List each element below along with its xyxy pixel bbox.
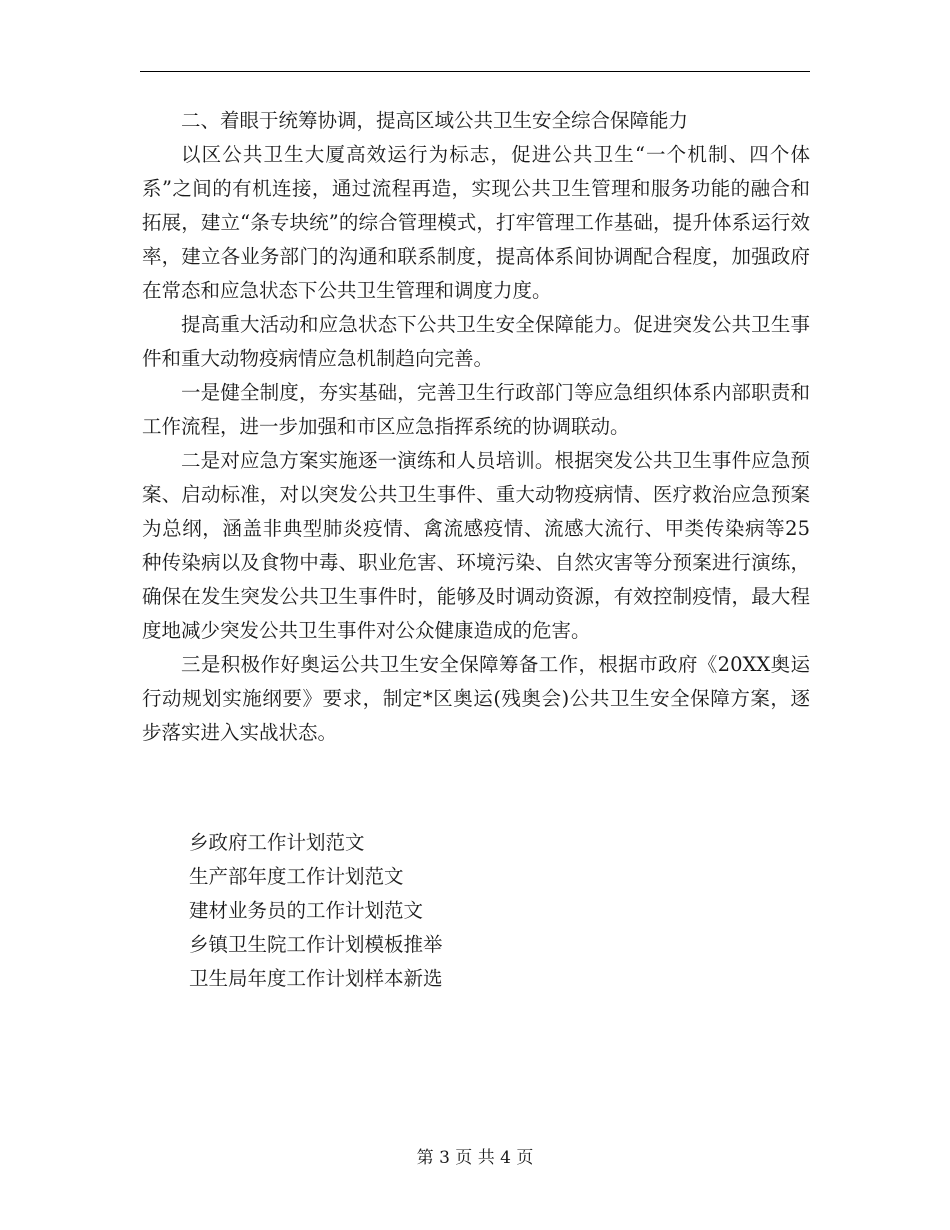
related-link[interactable]: 乡镇卫生院工作计划模板推举 (189, 933, 443, 956)
paragraph-2: 提高重大活动和应急状态下公共卫生安全保障能力。促进突发公共卫生事件和重大动物疫病情应急机制趋向完善。 (142, 313, 810, 370)
paragraph-4: 二是对应急方案实施逐一演练和人员培训。根据突发公共卫生事件应急预案、启动标准，对以突发公共卫生事件、重大动物疫病情、医疗救治应急预案为总纲，涵盖非典型肺炎疫情、禽流感疫情、流感大流行、甲类传染病等25种传染病以及食物中毒、职业危害、环境污染、自然灾害等分预案进行演练，确保在发生突发公共卫生事件时，能够及时调动资源，有效控制疫情，最大程度地减少突发公共卫生事件对公众健康造成的危害。 (142, 449, 810, 642)
related-link[interactable]: 乡政府工作计划范文 (189, 831, 365, 854)
related-links-list (189, 826, 749, 996)
paragraph-3: 一是健全制度，夯实基础，完善卫生行政部门等应急组织体系内部职责和工作流程，进一步加强和市区应急指挥系统的协调联动。 (142, 381, 810, 438)
document-body (142, 104, 810, 750)
paragraph-1: 以区公共卫生大厦高效运行为标志，促进公共卫生“一个机制、四个体系”之间的有机连接，通过流程再造，实现公共卫生管理和服务功能的融合和拓展，建立“条专块统”的综合管理模式，打牢管理工作基础，提升体系运行效率，建立各业务部门的沟通和联系制度，提高体系间协调配合程度，加强政府在常态和应急状态下公共卫生管理和调度力度。 (142, 143, 810, 302)
related-link[interactable]: 卫生局年度工作计划样本新选 (189, 967, 443, 990)
paragraph-5: 三是积极作好奥运公共卫生安全保障筹备工作，根据市政府《20XX奥运行动规划实施纲要》要求，制定*区奥运(残奥会)公共卫生安全保障方案，逐步落实进入实战状态。 (142, 653, 810, 744)
related-link[interactable]: 建材业务员的工作计划范文 (189, 899, 424, 922)
page-number-footer: 第 3 页 共 4 页 (416, 1148, 534, 1168)
related-link[interactable]: 生产部年度工作计划范文 (189, 865, 404, 888)
section-heading: 二、着眼于统筹协调，提高区域公共卫生安全综合保障能力 (181, 109, 689, 132)
header-rule (140, 71, 810, 72)
